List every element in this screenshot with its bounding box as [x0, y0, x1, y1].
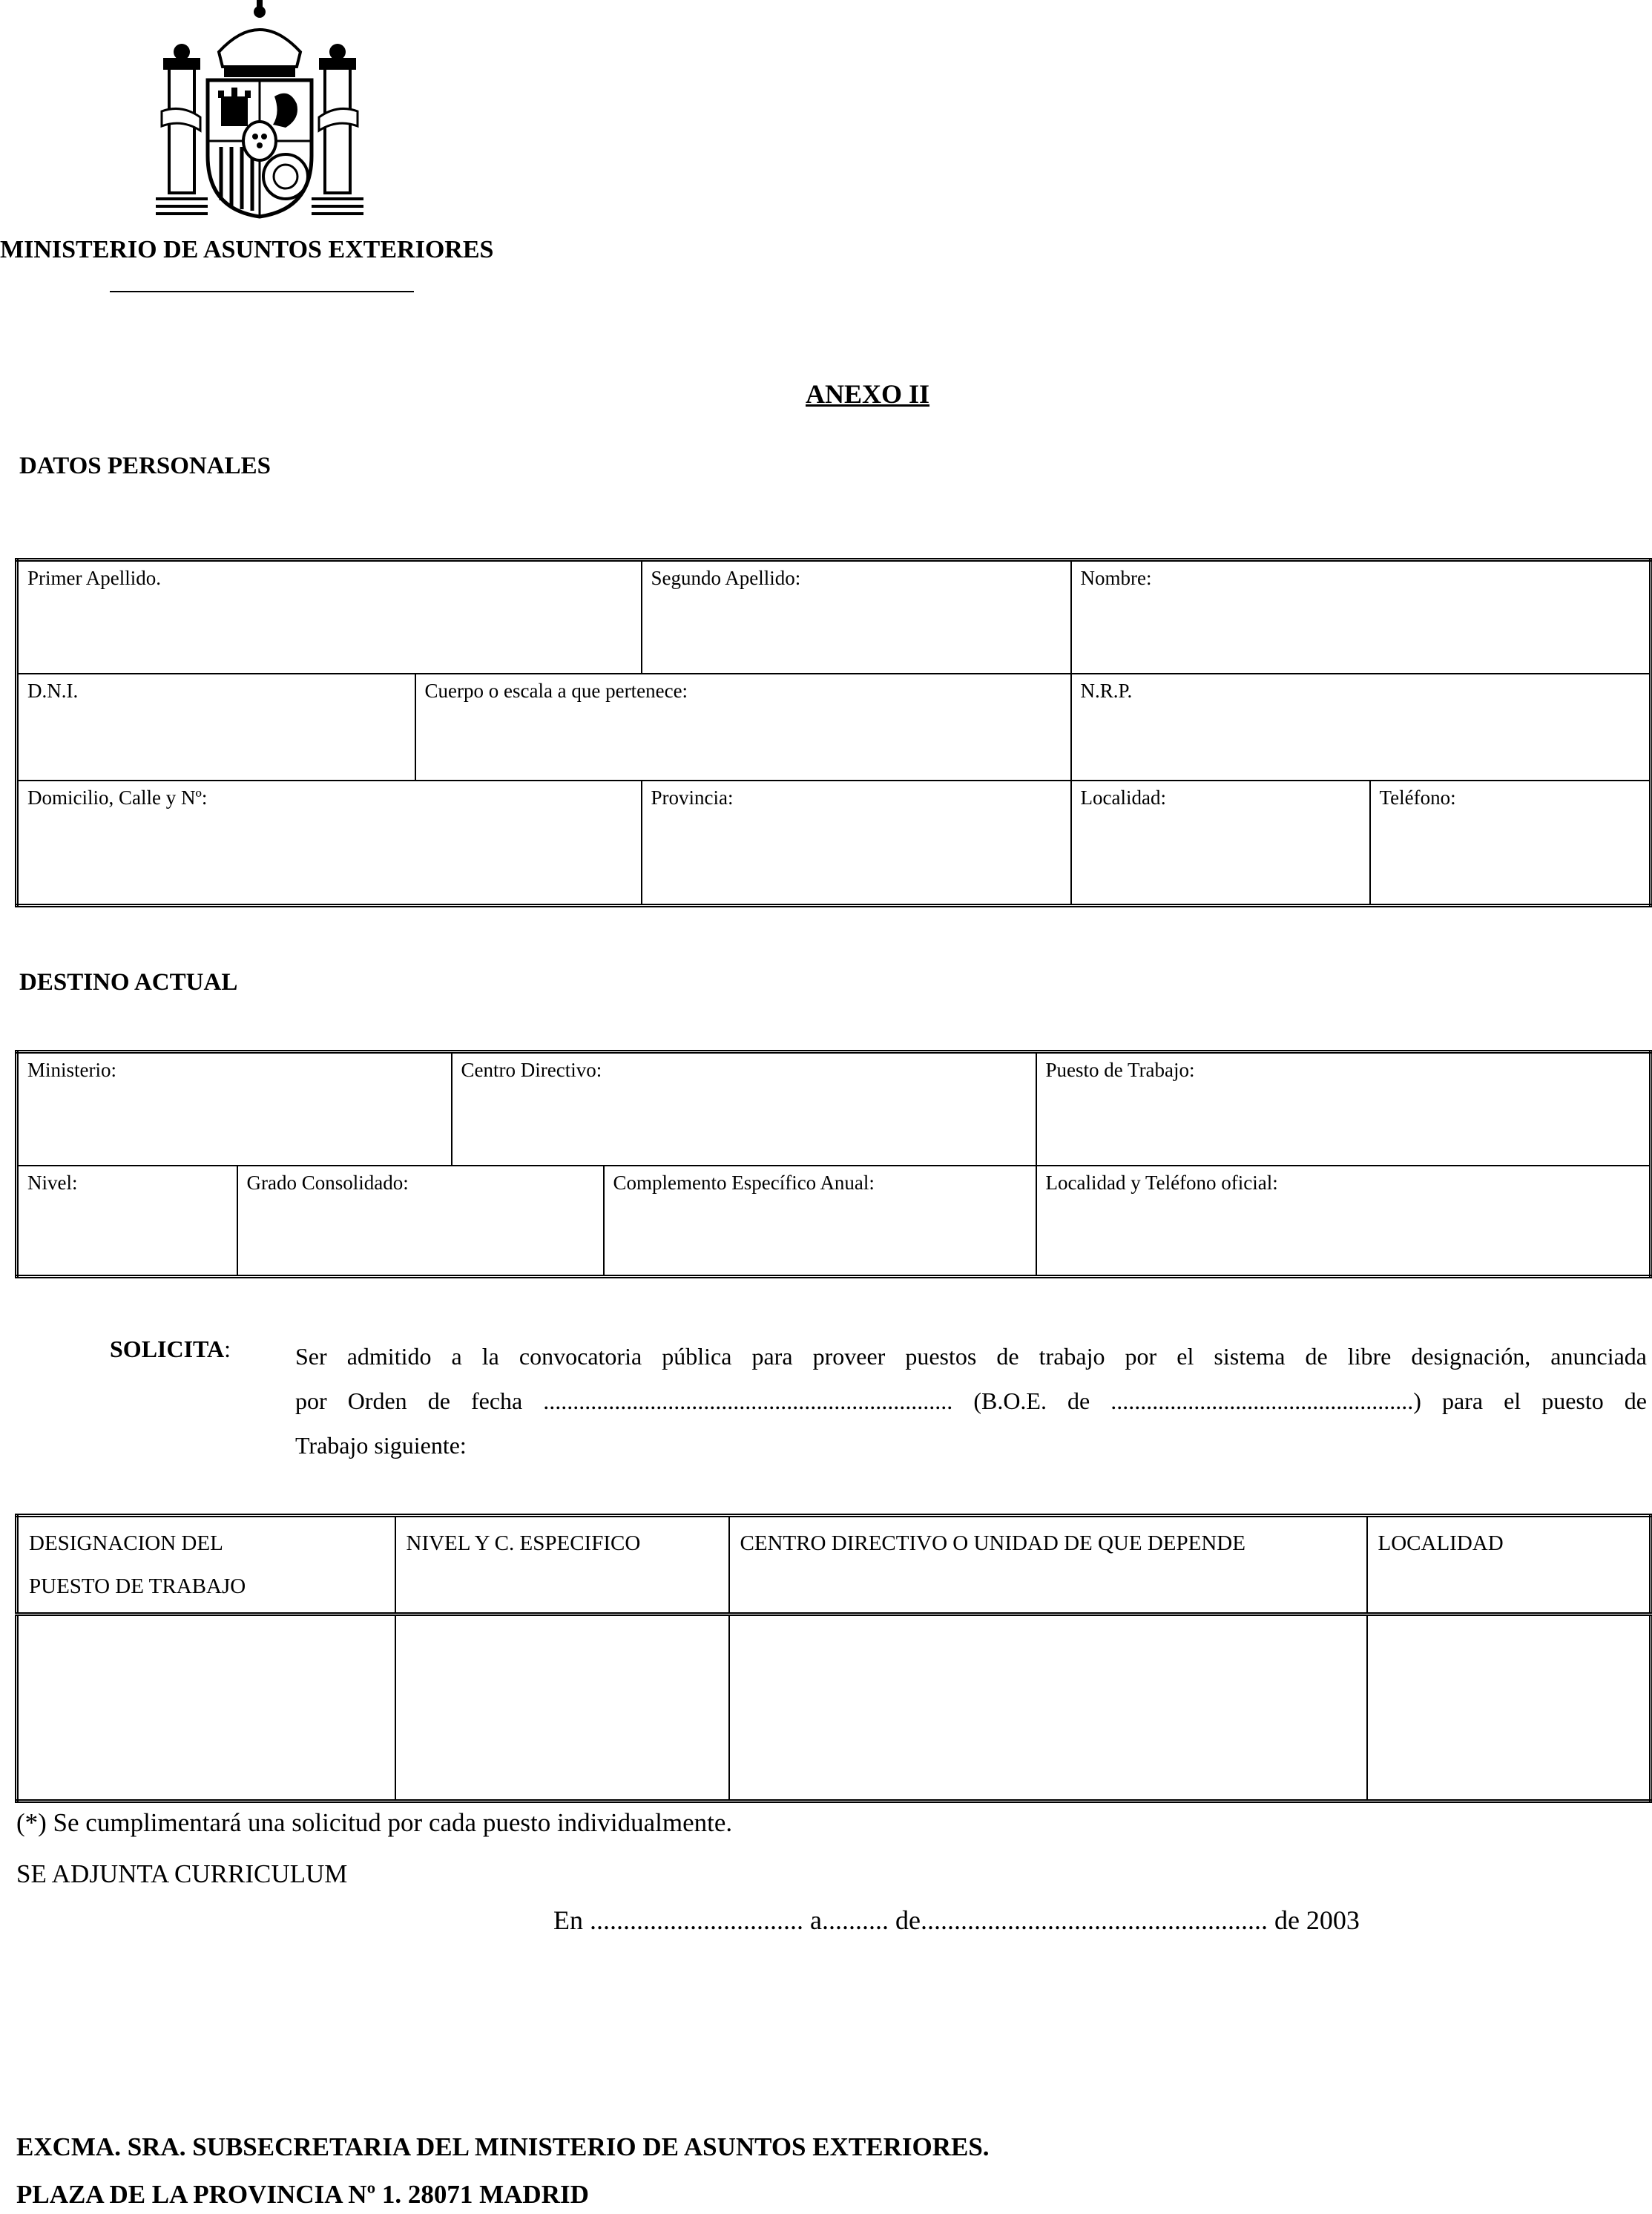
solicita-label	[110, 1336, 231, 1363]
label-nombre: Nombre:	[1080, 567, 1152, 589]
field-localidad[interactable]	[1071, 781, 1370, 906]
field-telefono[interactable]	[1370, 781, 1651, 906]
field-provincia[interactable]	[642, 781, 1071, 906]
input-nivel[interactable]	[395, 1614, 729, 1801]
footer-address: PLAZA DE LA PROVINCIA Nº 1. 28071 MADRID	[16, 2180, 589, 2209]
header-designacion	[17, 1516, 395, 1614]
current-post-table	[15, 1050, 1652, 1278]
field-nrp[interactable]	[1071, 674, 1651, 781]
label-telefono: Teléfono:	[1379, 786, 1456, 809]
coat-of-arms-icon	[148, 0, 371, 223]
input-designacion[interactable]	[17, 1614, 395, 1801]
label-cuerpo: Cuerpo o escala a que pertenece:	[424, 679, 688, 702]
ministry-name: MINISTERIO DE ASUNTOS EXTERIORES	[0, 236, 494, 263]
solicita-line-3: Trabajo siguiente:	[295, 1432, 467, 1459]
label-puesto-trabajo: Puesto de Trabajo:	[1045, 1059, 1195, 1081]
solicita-paragraph	[295, 1334, 1647, 1468]
solicita-line-1: Ser admitido a la convocatoria pública para proveer puestos de trabajo por el sistema de libre designación, anunciada	[295, 1343, 1647, 1370]
field-puesto-trabajo[interactable]	[1036, 1052, 1651, 1166]
header-designacion-line1: DESIGNACION DEL	[29, 1531, 223, 1555]
field-ministerio[interactable]	[17, 1052, 452, 1166]
header-localidad: LOCALIDAD	[1367, 1516, 1651, 1614]
label-nrp: N.R.P.	[1080, 679, 1133, 702]
field-nivel[interactable]	[17, 1166, 237, 1277]
header-nivel: NIVEL Y C. ESPECIFICO	[395, 1516, 729, 1614]
field-primer-apellido[interactable]	[17, 560, 642, 674]
label-domicilio: Domicilio, Calle y Nº:	[27, 786, 208, 809]
header-centro: CENTRO DIRECTIVO O UNIDAD DE QUE DEPENDE	[729, 1516, 1367, 1614]
solicita-label-colon: :	[224, 1336, 231, 1362]
date-line: En ................................ a.......... de.................................................... de 2003	[553, 1905, 1360, 1935]
annex-title: ANEXO II	[806, 379, 930, 409]
note-text: (*) Se cumplimentará una solicitud por cada puesto individualmente.	[16, 1808, 733, 1837]
solicita-label-text: SOLICITA	[110, 1336, 225, 1362]
label-localidad-telefono: Localidad y Teléfono oficial:	[1045, 1171, 1278, 1194]
input-localidad[interactable]	[1367, 1614, 1651, 1801]
field-segundo-apellido[interactable]	[642, 560, 1071, 674]
label-segundo-apellido: Segundo Apellido:	[651, 567, 801, 589]
field-centro-directivo[interactable]	[452, 1052, 1036, 1166]
solicita-line-2: por Orden de fecha ..................................................................... (B.O.E. de ...................................................) para el puesto de	[295, 1387, 1647, 1414]
header-designacion-line2: PUESTO DE TRABAJO	[29, 1574, 246, 1598]
field-grado[interactable]	[237, 1166, 604, 1277]
requested-post-table	[15, 1514, 1652, 1803]
label-localidad: Localidad:	[1080, 786, 1166, 809]
field-nombre[interactable]	[1071, 560, 1651, 674]
field-complemento[interactable]	[604, 1166, 1036, 1277]
label-ministerio: Ministerio:	[27, 1059, 116, 1081]
section-title-destino-actual: DESTINO ACTUAL	[19, 969, 238, 996]
label-complemento: Complemento Específico Anual:	[613, 1171, 875, 1194]
field-domicilio[interactable]	[17, 781, 642, 906]
field-localidad-telefono[interactable]	[1036, 1166, 1651, 1277]
field-dni[interactable]	[17, 674, 415, 781]
label-centro-directivo: Centro Directivo:	[461, 1059, 602, 1081]
section-title-datos-personales: DATOS PERSONALES	[19, 453, 271, 479]
label-grado: Grado Consolidado:	[246, 1171, 409, 1194]
personal-data-table	[15, 558, 1652, 907]
input-centro[interactable]	[729, 1614, 1367, 1801]
label-provincia: Provincia:	[651, 786, 734, 809]
label-nivel: Nivel:	[27, 1171, 78, 1194]
label-primer-apellido: Primer Apellido.	[27, 567, 161, 589]
field-cuerpo[interactable]	[415, 674, 1071, 781]
label-dni: D.N.I.	[27, 679, 79, 702]
adjunta-text: SE ADJUNTA CURRICULUM	[16, 1859, 348, 1888]
footer-addressee: EXCMA. SRA. SUBSECRETARIA DEL MINISTERIO DE ASUNTOS EXTERIORES.	[16, 2132, 990, 2161]
ministry-underline	[110, 291, 414, 292]
